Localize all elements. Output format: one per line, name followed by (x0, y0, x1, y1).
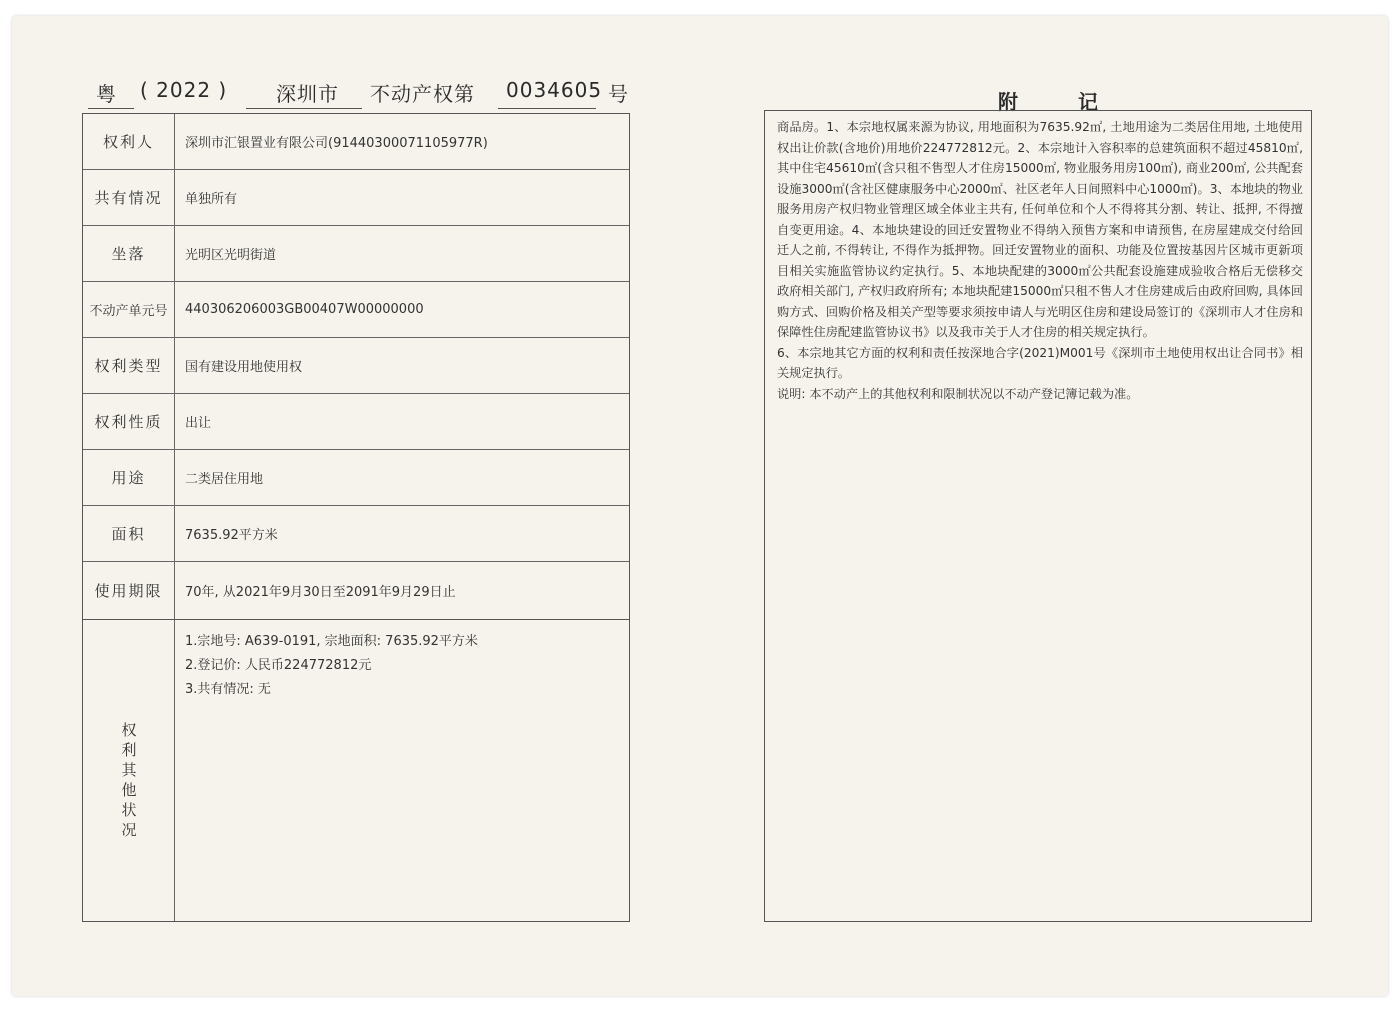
other-status-label-cell (83, 620, 175, 921)
remarks-text (777, 117, 1303, 404)
field-label: 用途 (83, 450, 175, 505)
field-value: 深圳市汇银置业有限公司(91440300071105977R) (185, 136, 488, 151)
table-row (83, 170, 629, 226)
field-label: 坐落 (83, 226, 175, 281)
other-status-list (185, 630, 478, 702)
table-row (83, 282, 629, 338)
table-row (83, 226, 629, 282)
table-row (83, 506, 629, 562)
table-row (83, 394, 629, 450)
field-label: 使用期限 (83, 562, 175, 619)
table-row (83, 562, 629, 620)
table-row (83, 450, 629, 506)
table-row (83, 114, 629, 170)
header-underline (246, 108, 362, 109)
header-underline (88, 108, 134, 109)
header-underline (498, 108, 596, 109)
field-label: 面积 (83, 506, 175, 561)
other-status-line: 1.宗地号: A639-0191, 宗地面积: 7635.92平方米 (185, 634, 478, 649)
field-value: 二类居住用地 (185, 472, 264, 487)
remarks-paragraph: 6、本宗地其它方面的权利和责任按深地合字(2021)M001号《深圳市土地使用权出让合同书》相关规定执行。 (777, 345, 1303, 380)
remarks-title: 附记 (998, 90, 1158, 114)
certificate-header (88, 78, 648, 118)
certificate-page (12, 16, 1388, 996)
certificate-year: ( 2022 ) (140, 78, 228, 102)
certificate-number: 0034605 (506, 78, 603, 102)
remarks-box (764, 110, 1312, 922)
field-value: 光明区光明街道 (185, 248, 277, 263)
field-value: 出让 (185, 416, 212, 431)
field-value: 440306206003GB00407W00000000 (185, 302, 424, 317)
field-label: 权利性质 (83, 394, 175, 449)
other-status-section (83, 620, 629, 921)
field-value: 7635.92平方米 (185, 528, 278, 543)
certificate-type: 不动产权第 (370, 82, 475, 106)
field-label: 权利类型 (83, 338, 175, 393)
field-value: 单独所有 (185, 192, 238, 207)
field-label: 权利人 (83, 114, 175, 169)
field-value: 国有建设用地使用权 (185, 360, 303, 375)
field-label: 共有情况 (83, 170, 175, 225)
remarks-paragraph: 商品房。1、本宗地权属来源为协议, 用地面积为7635.92㎡, 土地用途为二类居住用地, 土地使用权出让价款(含地价)用地价224772812元。2、本宗地计入容积率的总建筑面积不超过45810㎡, 其中住宅45610㎡(含只租不售型人才住房15000㎡, 物业服务用房100㎡), 商业200㎡, 公共配套设施3000㎡(含社区健康服务中心2000㎡、社区老年人日间照料中心1000㎡)。3、本地块的物业服务用房产权归物业管理区域全体业主共有, 任何单位和个人不得将其分割、转让、抵押, 不得擅自变更用途。4、本地块建设的回迁安置物业不得纳入预售方案和申请预售, 在房屋建成交付给回迁人之前, 不得转让, 不得作为抵押物。回迁安置物业的面积、功能及位置按基因片区城市更新项目相关实施监管协议约定执行。5、本地块配建的3000㎡公共配套设施建成验收合格后无偿移交政府相关部门, 产权归政府所有; 本地块配建15000㎡只租不售人才住房建成后由政府回购, 具体回购方式、回购价格及相关产型等要求须按申请人与光明区住房和建设局签订的《深圳市人才住房和保障性住房配建监管协议书》以及我市关于人才住房的相关规定执行。 (777, 120, 1303, 339)
certificate-city: 深圳市 (276, 82, 339, 106)
remarks-paragraph: 说明: 本不动产上的其他权利和限制状况以不动产登记簿记载为准。 (777, 386, 1139, 401)
certificate-suffix: 号 (608, 82, 629, 106)
province-code: 粤 (96, 82, 117, 106)
field-value: 70年, 从2021年9月30日至2091年9月29日止 (185, 585, 456, 600)
other-status-line: 2.登记价: 人民币224772812元 (185, 658, 372, 673)
other-status-line: 3.共有情况: 无 (185, 682, 271, 697)
field-label: 不动产单元号 (83, 282, 175, 337)
other-status-label: 权利其他状况 (121, 721, 137, 839)
table-row (83, 338, 629, 394)
rights-table (82, 113, 630, 922)
